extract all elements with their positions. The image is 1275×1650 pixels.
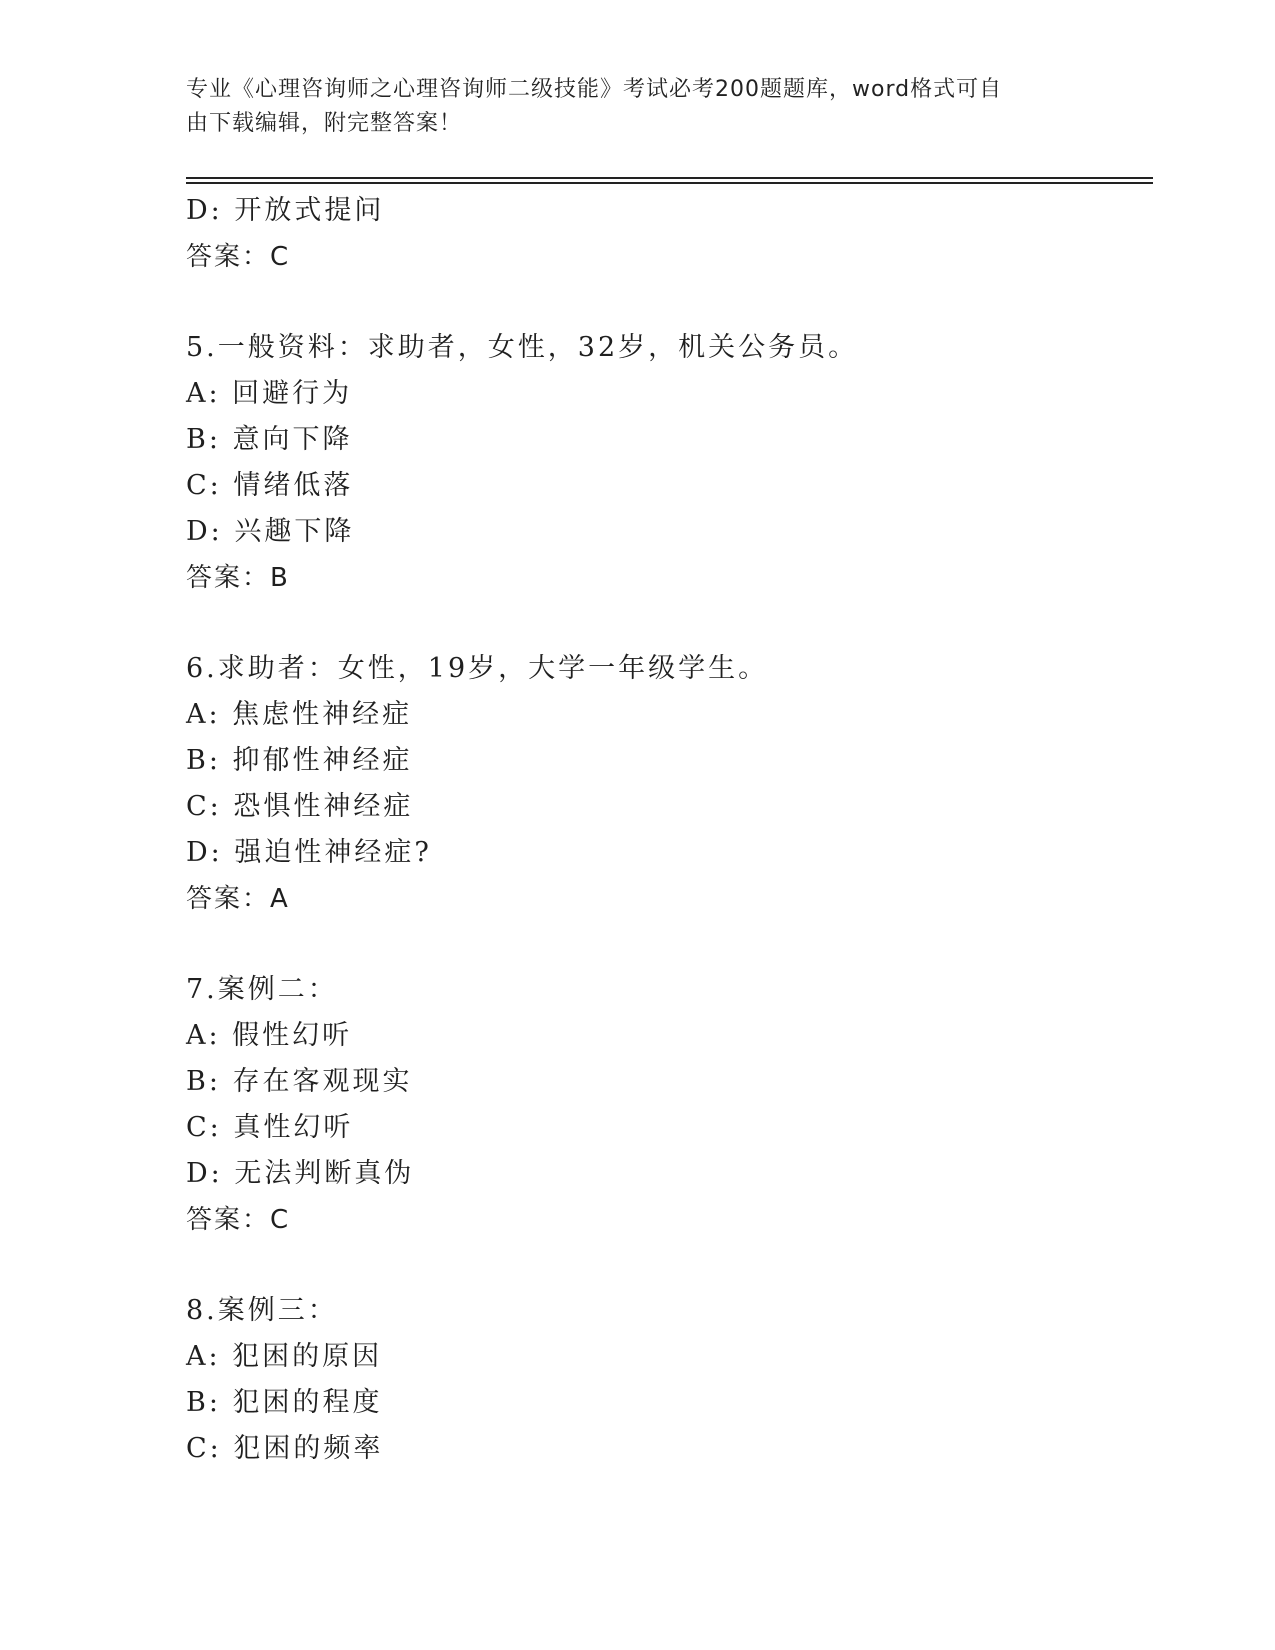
spacer xyxy=(186,601,1146,646)
spacer xyxy=(186,1243,1146,1288)
question-stem: 8.案例三： xyxy=(186,1295,338,1326)
header-divider-bottom xyxy=(186,182,1153,184)
spacer xyxy=(186,922,1146,967)
document-header xyxy=(186,73,1066,141)
option-a: A: 焦虑性神经症 xyxy=(186,699,413,730)
option-c: C: 犯困的频率 xyxy=(186,1433,384,1464)
answer-line: 答案：C xyxy=(186,242,291,272)
option-b: B: 抑郁性神经症 xyxy=(186,745,413,776)
header-line-2: 由下载编辑，附完整答案！ xyxy=(186,111,463,136)
option-a: A: 犯困的原因 xyxy=(186,1341,383,1372)
option-c: C: 恐惧性神经症 xyxy=(186,791,414,822)
spacer xyxy=(186,280,1146,325)
option-b: B: 意向下降 xyxy=(186,424,353,455)
answer-line: 答案：C xyxy=(186,1205,291,1235)
option-b: B: 犯困的程度 xyxy=(186,1387,383,1418)
question-8 xyxy=(186,1288,1146,1472)
option-c: C: 情绪低落 xyxy=(186,470,354,501)
answer-line: 答案：A xyxy=(186,884,290,914)
answer-line: 答案：B xyxy=(186,563,290,593)
option-d: D: 兴趣下降 xyxy=(186,516,355,547)
question-stem: 7.案例二： xyxy=(186,974,338,1005)
option-d: D: 无法判断真伪 xyxy=(186,1158,415,1189)
option-b: B: 存在客观现实 xyxy=(186,1066,413,1097)
option-c: C: 真性幻听 xyxy=(186,1112,354,1143)
option-a: A: 假性幻听 xyxy=(186,1020,353,1051)
option-a: A: 回避行为 xyxy=(186,378,353,409)
question-stem: 5.一般资料：求助者，女性，32岁，机关公务员。 xyxy=(186,332,859,363)
question-stem: 6.求助者：女性，19岁，大学一年级学生。 xyxy=(186,653,769,684)
option-d: D: 强迫性神经症? xyxy=(186,837,432,868)
question-5 xyxy=(186,325,1146,601)
header-divider-top xyxy=(186,177,1153,179)
question-list xyxy=(186,188,1146,1472)
option-d: D: 开放式提问 xyxy=(186,195,385,226)
question-7 xyxy=(186,967,1146,1243)
header-line-1: 专业《心理咨询师之心理咨询师二级技能》考试必考200题题库，word格式可自 xyxy=(186,77,1003,102)
question-6 xyxy=(186,646,1146,922)
